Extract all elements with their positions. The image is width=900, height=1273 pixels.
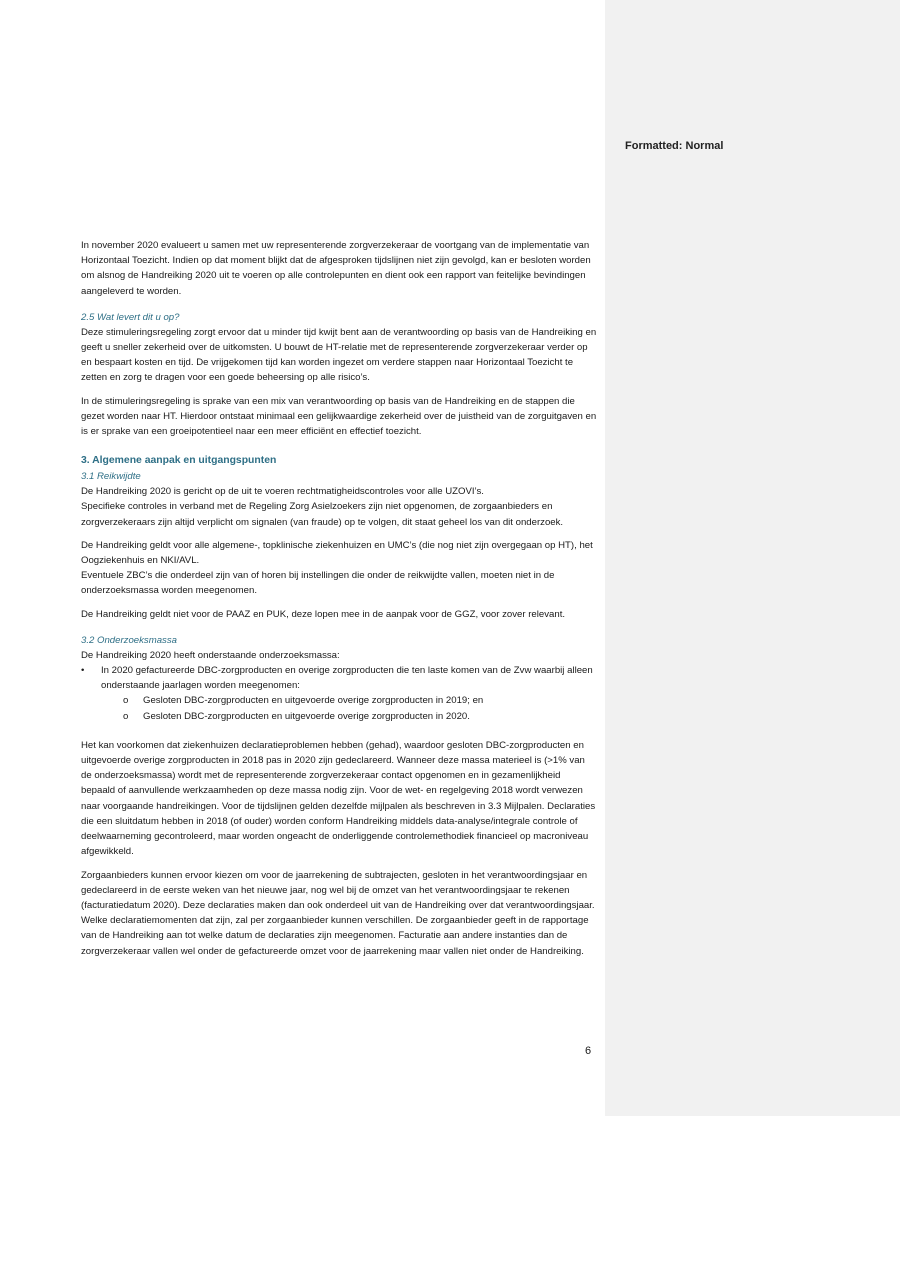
bullet-icon: •: [81, 665, 85, 677]
document-body: [81, 238, 597, 967]
section-heading-2-5: 2.5 Wat levert dit u op?: [81, 311, 180, 323]
paragraph: In november 2020 evalueert u samen met uw representerende zorgverzekeraar de voortgang van de implementatie van Horizontaal Toezicht. Indien op dat moment blijkt dat de afgesproken tijdslijnen niet zijn gevolgd, kan er besloten worden om alsnog de Handreiking 2020 uit te voeren op alle controlepunten en dient ook een rapport van feitelijke bevindingen aangeleverd te worden.: [81, 240, 591, 297]
paragraph: De Handreiking geldt voor alle algemene-, topklinische ziekenhuizen en UMC’s (die nog niet zijn overgegaan op HT), het Oogziekenhuis en NKI/AVL.: [81, 539, 593, 567]
section-heading-3: 3. Algemene aanpak en uitgangspunten: [81, 455, 277, 467]
paragraph: Zorgaanbieders kunnen ervoor kiezen om voor de jaarrekening de subtrajecten, gesloten in het verantwoordingsjaar en gedeclareerd in de eerste weken van het nieuwe jaar, nog wel bij de omzet van het verantwoordingsjaar te rekenen (facturatiedatum 2020). Deze declaraties maken dan ook onderdeel uit van de Handreiking over dat verantwoordingsjaar. Welke declaratiemomenten dat zijn, zal per zorgaanbieder kunnen verschillen. De zorgaanbieder geeft in de rapportage van de Handreiking aan tot welke datum de declaraties zijn meegenomen. Facturatie aan andere instanties dan de zorgverzekeraar vallen wel onder de gefactureerde omzet voor de jaarrekening maar vallen niet onder de Handreiking.: [81, 869, 595, 957]
bullet-list: [81, 663, 597, 724]
paragraph: In de stimuleringsregeling is sprake van een mix van verantwoording op basis van de Handreiking en de stappen die gezet worden naar HT. Hierdoor ontstaat minimaal een gelijkwaardige zekerheid over de juistheid van de zorguitgaven en is er sprake van een groeipotentieel naar een meer efficiënt en effectief toezicht.: [81, 395, 597, 438]
list-item: [81, 663, 597, 724]
sub-list-item: [123, 709, 597, 724]
paragraph: De Handreiking 2020 heeft onderstaande onderzoeksmassa:: [81, 649, 340, 661]
paragraph: De Handreiking 2020 is gericht op de uit te voeren rechtmatigheidscontroles voor alle UZOVI’s.: [81, 486, 484, 498]
paragraph: De Handreiking geldt niet voor de PAAZ en PUK, deze lopen mee in de aanpak voor de GGZ, voor zover relevant.: [81, 608, 566, 620]
sub-list-item-text: Gesloten DBC-zorgproducten en uitgevoerde overige zorgproducten in 2020.: [143, 710, 470, 722]
paragraph: Specifieke controles in verband met de Regeling Zorg Asielzoekers zijn niet opgenomen, de zorgaanbieders en zorgverzekeraars zijn altijd verplicht om signalen (van fraude) op te volgen, dit staat geheel los van dit onderzoek.: [81, 501, 564, 528]
sub-list-item-text: Gesloten DBC-zorgproducten en uitgevoerde overige zorgproducten in 2019; en: [143, 695, 484, 707]
list-item-text: In 2020 gefactureerde DBC-zorgproducten en overige zorgproducten die ten laste komen van de Zvw waarbij alleen onderstaande jaarlagen worden meegenomen:: [101, 665, 593, 692]
sub-list-item: [123, 693, 597, 708]
paragraph: Deze stimuleringsregeling zorgt ervoor dat u minder tijd kwijt bent aan de verantwoording op basis van de Handreiking en geeft u sneller zekerheid over de uitkomsten. U bouwt de HT-relatie met de representerende zorgverzekeraar verder op en bespaart kosten en tijd. De vrijgekomen tijd kan worden ingezet om verdere stappen naar Horizontaal Toezicht te zetten en zorg te dragen voor een goede beheersing op alle risico’s.: [81, 326, 597, 384]
paragraph: Eventuele ZBC’s die onderdeel zijn van of horen bij instellingen die onder de reikwijdte vallen, moeten niet in de onderzoeksmassa worden meegenomen.: [81, 570, 555, 597]
sub-bullet-icon: o: [123, 695, 129, 707]
sub-bullet-icon: o: [123, 710, 129, 722]
page-number: 6: [585, 1045, 592, 1057]
comment-format-note: Formatted: Normal: [625, 140, 724, 152]
section-heading-3-1: 3.1 Reikwijdte: [81, 471, 141, 483]
sub-list: [101, 693, 597, 723]
paragraph: Het kan voorkomen dat ziekenhuizen declaratieproblemen hebben (gehad), waardoor gesloten DBC-zorgproducten en uitgevoerde overige zorgproducten in 2018 pas in 2020 zijn gedeclareerd. Wanneer deze massa materieel is (>1% van de onderzoeksmassa) wordt met de representerende zorgverzekeraar contact opgenomen en in gezamenlijkheid bepaald of aanvullende werkzaamheden op deze massa nodig zijn. Voor de wet- en regelgeving 2018 wordt verwezen naar voorgaande handreikingen. Voor de tijdslijnen gelden dezelfde mijlpalen als beschreven in 3.3 Mijlpalen. Declaraties die een sluitdatum hebben in 2018 (of ouder) worden conform Handreiking middels data-analyse/integrale controle of deelwaarneming gecontroleerd, maar worden ongeacht de onderliggende controlemethodiek financieel op macroniveau afgewikkeld.: [81, 739, 596, 858]
section-heading-3-2: 3.2 Onderzoeksmassa: [81, 634, 177, 646]
comment-pane: [605, 0, 900, 1116]
